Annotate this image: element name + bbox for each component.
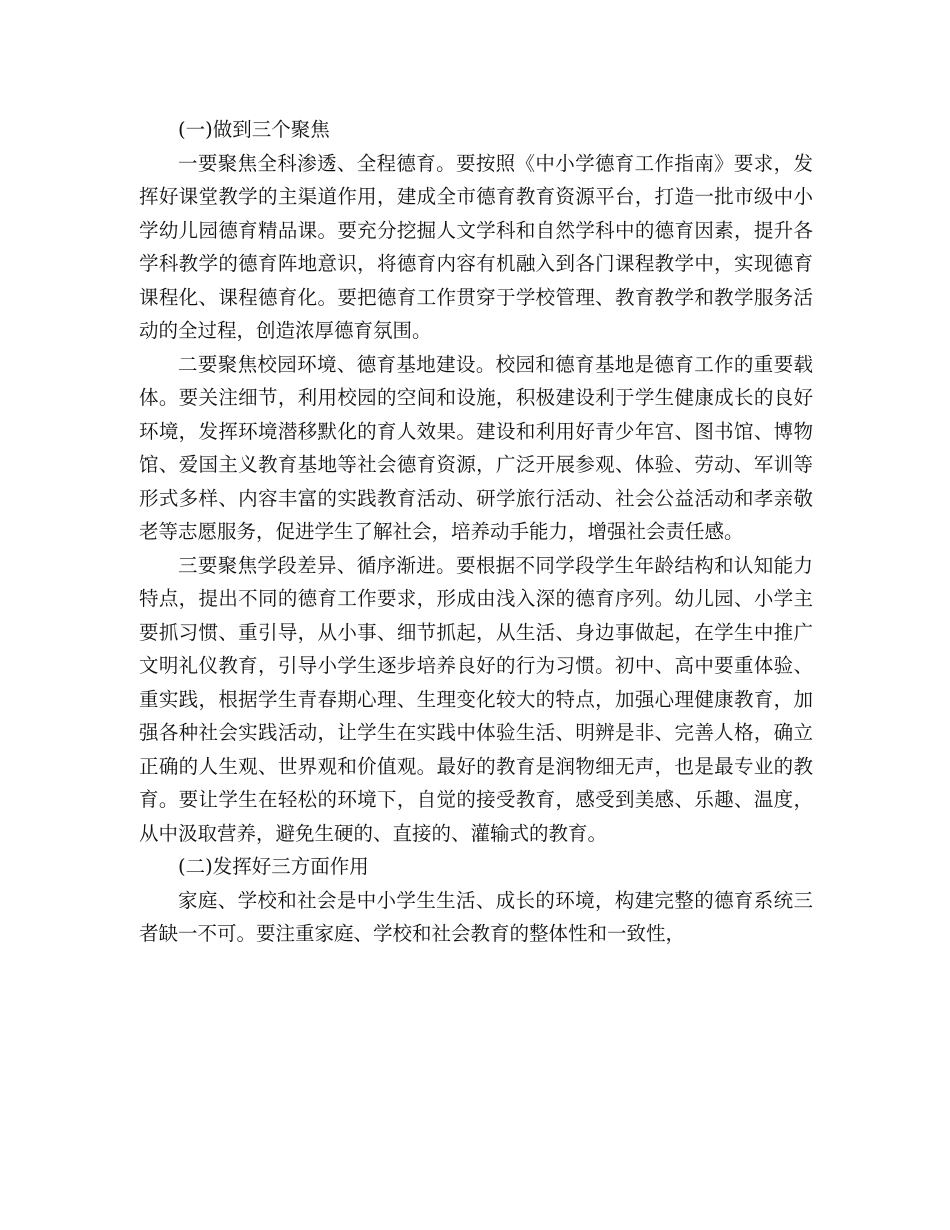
paragraph-3: 三要聚焦学段差异、循序渐进。要根据不同学段学生年龄结构和认知能力特点，提出不同的德育工作要求，形成由浅入深的德育序列。幼儿园、小学主要抓习惯、重引导，从小事、细节抓起，从生活、身边事做起，在学生中推广文明礼仪教育，引导小学生逐步培养良好的行为习惯。初中、高中要重体验、重实践，根据学生青春期心理、生理变化较大的特点，加强心理健康教育，加强各种社会实践活动，让学生在实践中体验生活、明辨是非、完善人格，确立正确的人生观、世界观和价值观。最好的教育是润物细无声，也是最专业的教育。要让学生在轻松的环境下，自觉的接受教育，感受到美感、乐趣、温度，从中汲取营养，避免生硬的、直接的、灌输式的教育。 [139,553,813,845]
paragraph-2: 二要聚焦校园环境、德育基地建设。校园和德育基地是德育工作的重要载体。要关注细节，利用校园的空间和设施，积极建设利于学生健康成长的良好环境，发挥环境潜移默化的育人效果。建设和利用好青少年宫、图书馆、博物馆、爱国主义教育基地等社会德育资源，广泛开展参观、体验、劳动、军训等形式多样、内容丰富的实践教育活动、研学旅行活动、社会公益活动和孝亲敬老等志愿服务，促进学生了解社会，培养动手能力，增强社会责任感。 [139,352,813,543]
paragraph-4: 家庭、学校和社会是中小学生生活、成长的环境，构建完整的德育系统三者缺一不可。要注重家庭、学校和社会教育的整体性和一致性， [139,888,813,945]
section-heading-2: (二)发挥好三方面作用 [178,855,369,878]
document-body [139,113,813,951]
section-heading-1: (一)做到三个聚焦 [178,118,330,141]
paragraph-1: 一要聚焦全科渗透、全程德育。要按照《中小学德育工作指南》要求，发挥好课堂教学的主渠道作用，建成全市德育教育资源平台，打造一批市级中小学幼儿园德育精品课。要充分挖掘人文学科和自然学科中的德育因素，提升各学科教学的德育阵地意识，将德育内容有机融入到各门课程教学中，实现德育课程化、课程德育化。要把德育工作贯穿于学校管理、教育教学和教学服务活动的全过程，创造浓厚德育氛围。 [139,151,813,342]
